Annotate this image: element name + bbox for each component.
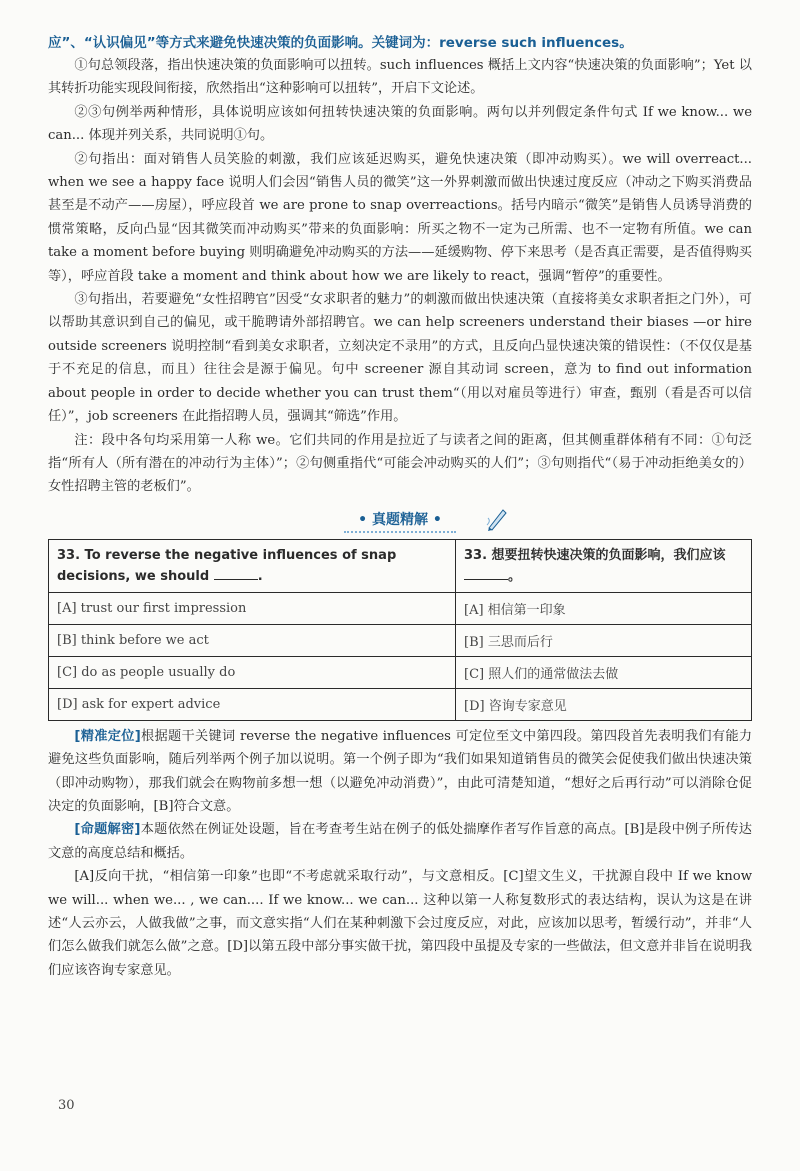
option-row-b [49, 624, 752, 656]
section-banner [48, 507, 752, 533]
option-en: [B] think before we act [49, 624, 456, 656]
page-number: 30 [58, 1098, 75, 1113]
option-zh: [B] 三思而后行 [456, 624, 752, 656]
pen-icon [486, 507, 508, 531]
analysis-locate: [精准定位]根据题干关键词 reverse the negative influences 可定位至文中第四段。第四段首先表明我们有能力避免这些负面影响，随后列举两个例子加以说明。第一个例子即为“我们如果知道销售员的微笑会促使我们做出快速决策（即冲动购物），那我们就会在购物前多想一想（以避免冲动消费）”，由此可清楚知道，“想好之后再行动”可以消除仓促决定的负面影响，[B]符合文意。 [48, 728, 753, 814]
option-en: [C] do as people usually do [49, 656, 456, 688]
paragraph-3: ②句指出：面对销售人员笑脸的刺激，我们应该延迟购买，避免快速决策（即冲动购买）。we will overreact... when we see a happy face 说明人们会因“销售人员的微笑”这一外界刺激而做出快速过度反应（冲动之下购买消费品甚至是不动产——房屋），呼应段首 we are prone to snap overreactions。括号内暗示“微笑”是销售人员诱导消费的惯常策略，反向凸显“因其微笑而冲动购买”带来的负面影响：所买之物不一定为己所需、也不一定物有所值。we can take a moment before buying 则明确避免冲动购买的方法——延缓购物、停下来思考（是否真正需要，是否值得购买等），呼应首段 take a moment and think about how we are likely to react，强调“暂停”的重要性。 [48, 151, 752, 284]
question-stem-en: 33. To reverse the negative influences of snap decisions, we should . [49, 539, 456, 592]
option-zh: [D] 咨询专家意见 [456, 688, 752, 720]
option-en: [A] trust our first impression [49, 592, 456, 624]
paragraph-4: ③句指出，若要避免“女性招聘官”因受“女求职者的魅力”的刺激而做出快速决策（直接将美女求职者拒之门外），可以帮助其意识到自己的偏见，或干脆聘请外部招聘官。we can help screeners understand their biases —or hire outside screeners 说明控制“看到美女求职者，立刻决定不录用”的方式，且反向凸显快速决策的错误性：（不仅仅是基于不充足的信息，而且）往往会是源于偏见。句中 screener 源自其动词 screen，意为 to find out information about people in order to decide whether you can trust them“（用以对雇员等进行）审查，甄别（看是否可以信任）”，job screeners 在此指招聘人员，强调其“筛选”作用。 [48, 292, 752, 425]
lead-line: 应”、“认识偏见”等方式来避免快速决策的负面影响。关键词为：reverse such influences。 [48, 35, 633, 51]
paragraph-2: ②③句例举两种情形，具体说明应该如何扭转快速决策的负面影响。两句以并列假定条件句式 If we know... we can... 体现并列关系，共同说明①句。 [48, 104, 752, 144]
option-row-d [49, 688, 752, 720]
option-zh: [A] 相信第一印象 [456, 592, 752, 624]
paragraph-1: ①句总领段落，指出快速决策的负面影响可以扭转。such influences 概括上文内容“快速决策的负面影响”；Yet 以其转折功能实现段间衔接，欣然指出“这种影响可以扭转”，开启下文论述。 [48, 58, 752, 97]
analysis-section [48, 725, 752, 982]
question-stem-row [49, 539, 752, 592]
option-zh: [C] 照人们的通常做法去做 [456, 656, 752, 688]
question-table [48, 539, 752, 721]
option-row-a [49, 592, 752, 624]
page-content [48, 32, 752, 982]
option-row-c [49, 656, 752, 688]
analysis-decode: [命题解密]本题依然在例证处设题，旨在考查考生站在例子的低处揣摩作者写作旨意的高点。[B]是段中例子所传达文意的高度总结和概括。 [48, 822, 752, 861]
option-en: [D] ask for expert advice [49, 688, 456, 720]
answer-blank-zh [464, 567, 508, 580]
answer-blank [214, 567, 258, 580]
analysis-distractors: [A]反向干扰，“相信第一印象”也即“不考虑就采取行动”，与文意相反。[C]望文生义，干扰源自段中 If we know we will... when we... , we can.... If we know... we can... 这种以第一人称复数形式的表达结构，误认为这是在讲述“人云亦云，人做我做”之事，而文意实指“人们在某种刺激下会过度反应，对此，应该加以思考，暂缓行动”，并非“人们怎么做我们就怎么做”之意。[D]以第五段中部分事实做干扰，第四段中虽提及专家的一些做法，但文意并非旨在说明我们应该咨询专家意见。 [48, 869, 752, 978]
note-paragraph: 注：段中各句均采用第一人称 we。它们共同的作用是拉近了与读者之间的距离，但其侧重群体稍有不同：①句泛指“所有人（所有潜在的冲动行为主体）”；②句侧重指代“可能会冲动购买的人们”；③句则指代“（易于冲动拒绝美女的）女性招聘主管的老板们”。 [48, 432, 752, 495]
question-stem-zh: 33. 想要扭转快速决策的负面影响，我们应该。 [456, 539, 752, 592]
section-title: • 真题精解 • [344, 507, 456, 533]
